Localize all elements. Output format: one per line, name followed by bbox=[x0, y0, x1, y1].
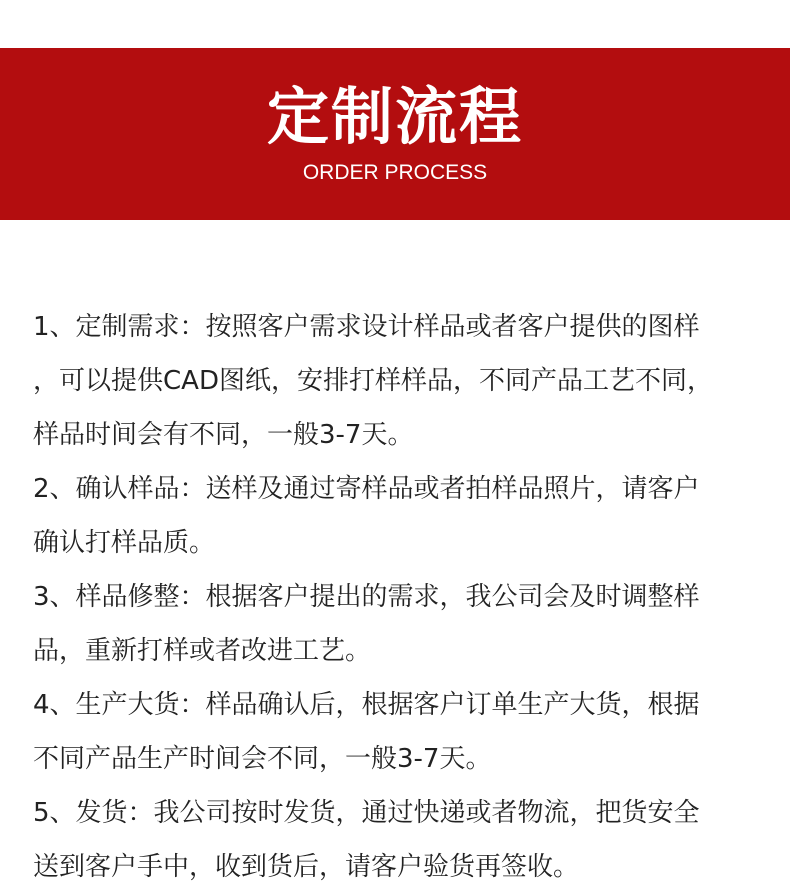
process-description bbox=[33, 300, 758, 894]
page-title: 定制流程 bbox=[266, 80, 523, 153]
process-line-2: ，可以提供CAD图纸，安排打样样品，不同产品工艺不同， bbox=[33, 366, 713, 396]
process-line-4: 2、确认样品：送样及通过寄样品或者拍样品照片，请客户 bbox=[33, 474, 700, 504]
process-line-10: 5、发货：我公司按时发货，通过快递或者物流，把货安全 bbox=[33, 798, 700, 828]
process-line-11: 送到客户手中，收到货后，请客户验货再签收。 bbox=[33, 852, 580, 882]
process-line-5: 确认打样品质。 bbox=[33, 528, 216, 558]
process-line-3: 样品时间会有不同，一般3-7天。 bbox=[33, 420, 414, 450]
process-line-6: 3、样品修整：根据客户提出的需求，我公司会及时调整样 bbox=[33, 582, 700, 612]
process-line-9: 不同产品生产时间会不同，一般3-7天。 bbox=[33, 744, 492, 774]
process-line-8: 4、生产大货：样品确认后，根据客户订单生产大货，根据 bbox=[33, 690, 700, 720]
process-line-7: 品，重新打样或者改进工艺。 bbox=[33, 636, 372, 666]
process-line-1: 1、定制需求：按照客户需求设计样品或者客户提供的图样 bbox=[33, 312, 700, 342]
page-subtitle: ORDER PROCESS bbox=[302, 161, 488, 184]
